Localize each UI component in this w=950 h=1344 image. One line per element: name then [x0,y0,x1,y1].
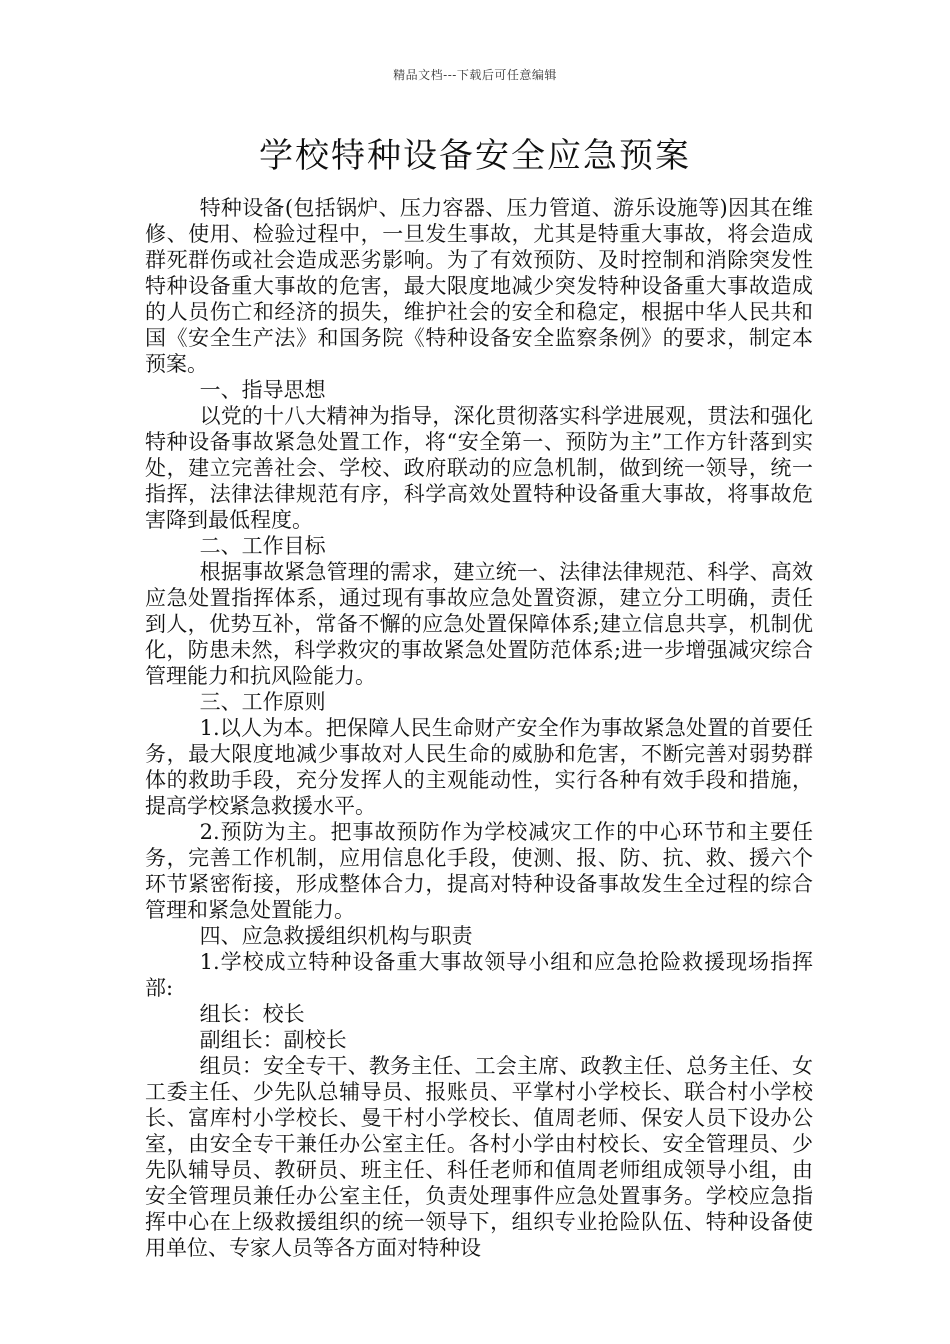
document-title: 学校特种设备安全应急预案 [259,136,691,176]
section-heading-guiding-ideology: 一、指导思想 [199,378,326,402]
paragraph-organization-1: 1.学校成立特种设备重大事故领导小组和应急抢险救援现场指挥部: [145,950,813,1000]
document-body [145,195,813,1261]
section-heading-work-goals: 二、工作目标 [199,534,326,558]
paragraph-principle-2: 2.预防为主。把事故预防作为学校减灾工作的中心环节和主要任务，完善工作机制，应用信息化手段，使测、报、防、抗、救、援六个环节紧密衔接，形成整体合力，提高对特种设备事故发生全过程的综合管理和紧急处置能力。 [145,820,813,922]
paragraph-guiding-ideology: 以党的十八大精神为指导，深化贯彻落实科学进展观，贯法和强化特种设备事故紧急处置工作，将“安全第一、预防为主”工作方针落到实处，建立完善社会、学校、政府联动的应急机制，做到统一领导，统一指挥，法律法律规范有序，科学高效处置特种设备重大事故，将事故危害降到最低程度。 [145,404,813,532]
section-heading-organization: 四、应急救援组织机构与职责 [199,924,473,948]
paragraph-deputy-leader: 副组长：副校长 [199,1028,347,1052]
header-note: 精品文档---下载后可任意编辑 [393,68,557,82]
paragraph-principle-1: 1.以人为本。把保障人民生命财产安全作为事故紧急处置的首要任务，最大限度地减少事故对人民生命的威胁和危害，不断完善对弱势群体的救助手段，充分发挥人的主观能动性，实行各种有效手段和措施，提高学校紧急救援水平。 [145,716,813,818]
paragraph-members: 组员：安全专干、教务主任、工会主席、政教主任、总务主任、女工委主任、少先队总辅导员、报账员、平掌村小学校长、联合村小学校长、富库村小学校长、曼干村小学校长、值周老师、保安人员下设办公室，由安全专干兼任办公室主任。各村小学由村校长、安全管理员、少先队辅导员、教研员、班主任、科任老师和值周老师组成领导小组，由安全管理员兼任办公室主任，负责处理事件应急处置事务。学校应急指挥中心在上级救援组织的统一领导下，组织专业抢险队伍、特种设备使用单位、专家人员等各方面对特种设 [145,1054,813,1260]
paragraph-work-goals: 根据事故紧急管理的需求，建立统一、法律法律规范、科学、高效应急处置指挥体系，通过现有事故应急处置资源，建立分工明确，责任到人，优势互补，常备不懈的应急处置保障体系;建立信息共享，机制优化，防患未然，科学救灾的事故紧急处置防范体系;进一步增强减灾综合管理能力和抗风险能力。 [145,560,813,688]
paragraph-intro: 特种设备(包括锅炉、压力容器、压力管道、游乐设施等)因其在维修、使用、检验过程中，一旦发生事故，尤其是特重大事故，将会造成群死群伤或社会造成恶劣影响。为了有效预防、及时控制和消除突发性特种设备重大事故的危害，最大限度地减少突发特种设备重大事故造成的人员伤亡和经济的损失，维护社会的安全和稳定，根据中华人民共和国《安全生产法》和国务院《特种设备安全监察条例》的要求，制定本预案。 [145,196,813,376]
section-heading-work-principles: 三、工作原则 [199,690,326,714]
paragraph-group-leader: 组长：校长 [199,1002,305,1026]
